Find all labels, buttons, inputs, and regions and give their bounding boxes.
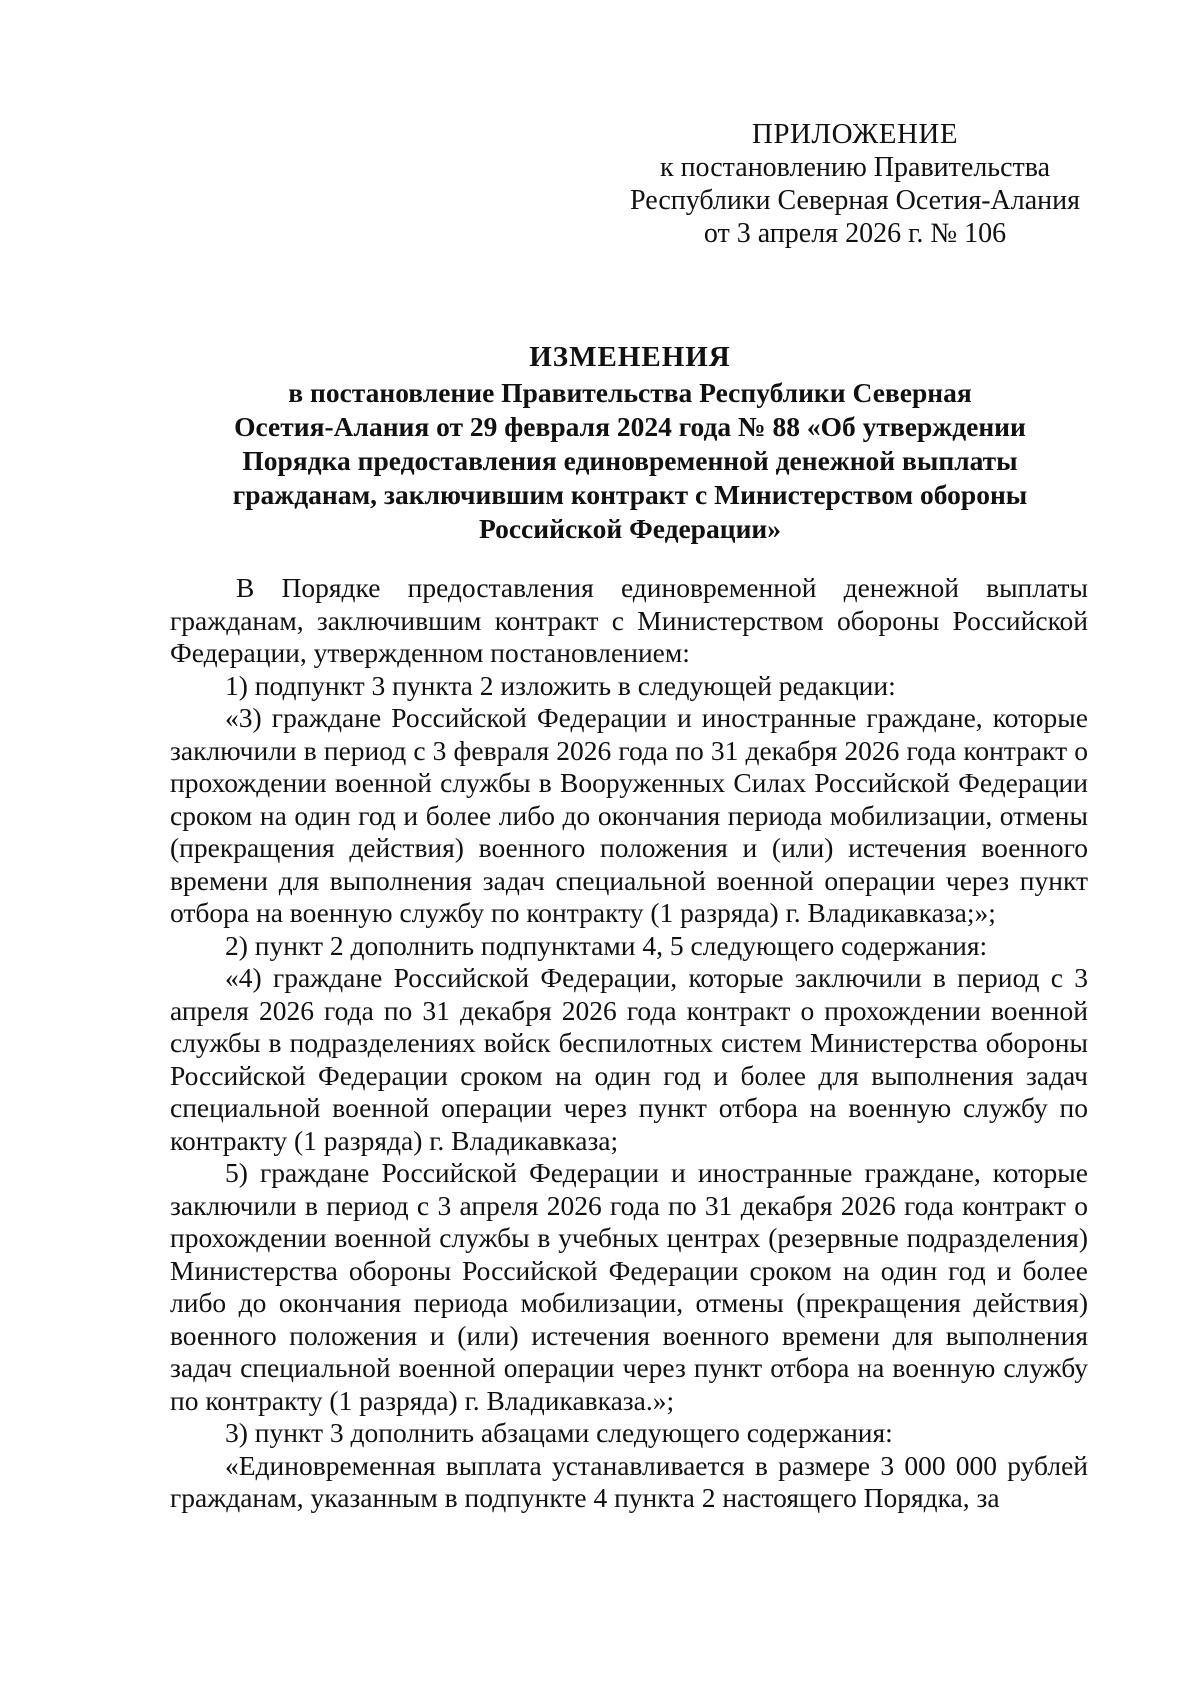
document-body xyxy=(170,572,1088,1515)
heading-line: Осетия-Алания от 29 февраля 2024 года № 88 «Об утверждении xyxy=(234,411,1026,442)
heading-line: Российской Федерации» xyxy=(478,513,782,544)
appendix-title: ПРИЛОЖЕНИЕ xyxy=(751,118,959,150)
paragraph: 2) пункт 2 дополнить подпунктами 4, 5 следующего содержания: xyxy=(225,929,988,961)
heading-line: гражданам, заключившим контракт с Министерством обороны xyxy=(232,479,1028,510)
paragraph: «3) граждане Российской Федерации и иностранные граждане, которые заключили в период с 3 февраля 2026 года по 31 декабря 2026 года контракт о прохождении военной службы в Вооруженных Силах Российской Федерации сроком на один год и более либо до окончания периода мобилизации, отмены (прекращения действия) военного положения и (или) истечения военного времени для выполнения задач специальной военной операции через пункт отбора на военную службу по контракту (1 разряда) г. Владикавказа;»; xyxy=(170,702,1088,928)
heading-line: в постановление Правительства Республики Северная xyxy=(288,377,972,408)
paragraph: 5) граждане Российской Федерации и иностранные граждане, которые заключили в период с 3 апреля 2026 года по 31 декабря 2026 года контракт о прохождении военной службы в учебных центрах (резервные подразделения) Министерства обороны Российской Федерации сроком на один год и более либо до окончания периода мобилизации, отмены (прекращения действия) военного положения и (или) истечения военного времени для выполнения задач специальной военной операции через пункт отбора на военную службу по контракту (1 разряда) г. Владикавказа.»; xyxy=(170,1157,1088,1416)
paragraph: 1) подпункт 3 пункта 2 изложить в следующей редакции: xyxy=(225,669,896,701)
paragraph: «4) граждане Российской Федерации, которые заключили в период с 3 апреля 2026 года по 31 декабря 2026 года контракт о прохождении военной службы в подразделениях войск беспилотных систем Министерства обороны Российской Федерации сроком на один год и более для выполнения задач специальной военной операции через пункт отбора на военную службу по контракту (1 разряда) г. Владикавказа; xyxy=(170,962,1088,1156)
document-heading xyxy=(170,340,1090,546)
appendix-line: Республики Северная Осетия-Алания xyxy=(630,185,1080,216)
appendix-header xyxy=(620,118,1090,250)
paragraph: 3) пункт 3 дополнить абзацами следующего содержания: xyxy=(225,1417,893,1448)
appendix-line: к постановлению Правительства xyxy=(659,152,1051,183)
page-title: ИЗМЕНЕНИЯ xyxy=(529,341,731,373)
paragraph: «Единовременная выплата устанавливается в размере 3 000 000 рублей гражданам, указанным в подпункте 4 пункта 2 настоящего Порядка, за xyxy=(170,1449,1088,1513)
appendix-date-number: от 3 апреля 2026 г. № 106 xyxy=(703,218,1007,249)
paragraph: В Порядке предоставления единовременной денежной выплаты гражданам, заключившим контракт с Министерством обороны Российской Федерации, утвержденном постановлением: xyxy=(170,572,1088,668)
heading-line: Порядка предоставления единовременной денежной выплаты xyxy=(242,445,1018,476)
